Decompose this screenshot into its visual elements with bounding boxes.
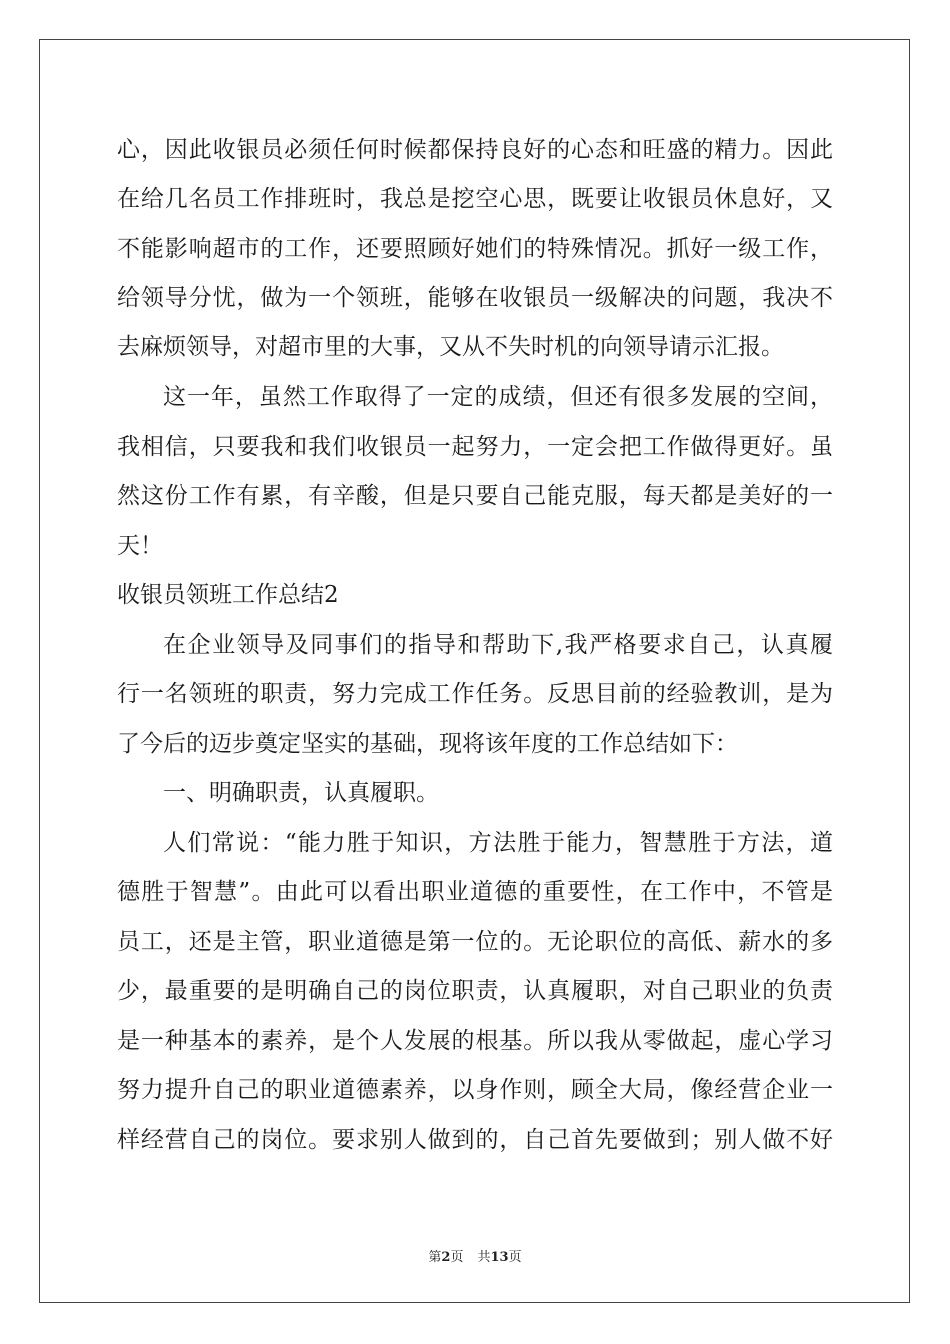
subheading: 一、明确职责，认真履职。: [163, 780, 439, 806]
text-line: 了今后的迈步奠定坚实的基础，现将该年度的工作总结如下：: [117, 731, 738, 757]
total-prefix: 共: [477, 1250, 491, 1265]
text-line: 员工，还是主管，职业道德是第一位的。无论职位的高低、薪水的多: [117, 929, 833, 955]
text-line: 在给几名员工作排班时，我总是挖空心思，既要让收银员休息好，又: [117, 186, 833, 212]
text-line: 天！: [117, 533, 163, 559]
total-unit: 页: [508, 1250, 522, 1265]
page-unit: 页: [450, 1250, 464, 1265]
text-line: 在企业领导及同事们的指导和帮助下,我严格要求自己，认真履: [163, 632, 833, 658]
text-line: 心，因此收银员必须任何时候都保持良好的心态和旺盛的精力。因此: [117, 137, 833, 163]
text-line: 我相信，只要我和我们收银员一起努力，一定会把工作做得更好。虽: [117, 434, 833, 460]
text-line: 是一种基本的素养，是个人发展的根基。所以我从零做起，虚心学习: [117, 1028, 833, 1054]
text-line: 给领导分忧，做为一个领班，能够在收银员一级解决的问题，我决不: [117, 285, 833, 311]
text-line: 这一年，虽然工作取得了一定的成绩，但还有很多发展的空间，: [163, 384, 833, 410]
page-prefix: 第: [428, 1250, 442, 1265]
text-line: 行一名领班的职责，努力完成工作任务。反思目前的经验教训，是为: [117, 681, 833, 707]
text-line: 样经营自己的岗位。要求别人做到的，自己首先要做到；别人做不好: [117, 1127, 833, 1153]
page-border: [39, 39, 910, 1303]
page-total: 13: [490, 1250, 509, 1265]
section-heading: 收银员领班工作总结2: [117, 582, 339, 608]
page-number: 2: [441, 1250, 451, 1265]
text-line: 不能影响超市的工作，还要照顾好她们的特殊情况。抓好一级工作，: [117, 236, 833, 262]
text-line: 少，最重要的是明确自己的岗位职责，认真履职，对自己职业的负责: [117, 978, 833, 1004]
text-line: 德胜于智慧”。由此可以看出职业道德的重要性，在工作中，不管是: [117, 879, 833, 905]
text-line: 人们常说：“能力胜于知识，方法胜于能力，智慧胜于方法，道: [163, 830, 833, 856]
text-line: 努力提升自己的职业道德素养，以身作则，顾全大局，像经营企业一: [117, 1077, 833, 1103]
text-line: 去麻烦领导，对超市里的大事，又从不失时机的向领导请示汇报。: [117, 334, 784, 360]
page-footer: [0, 1246, 950, 1265]
text-line: 然这份工作有累，有辛酸，但是只要自己能克服，每天都是美好的一: [117, 483, 833, 509]
